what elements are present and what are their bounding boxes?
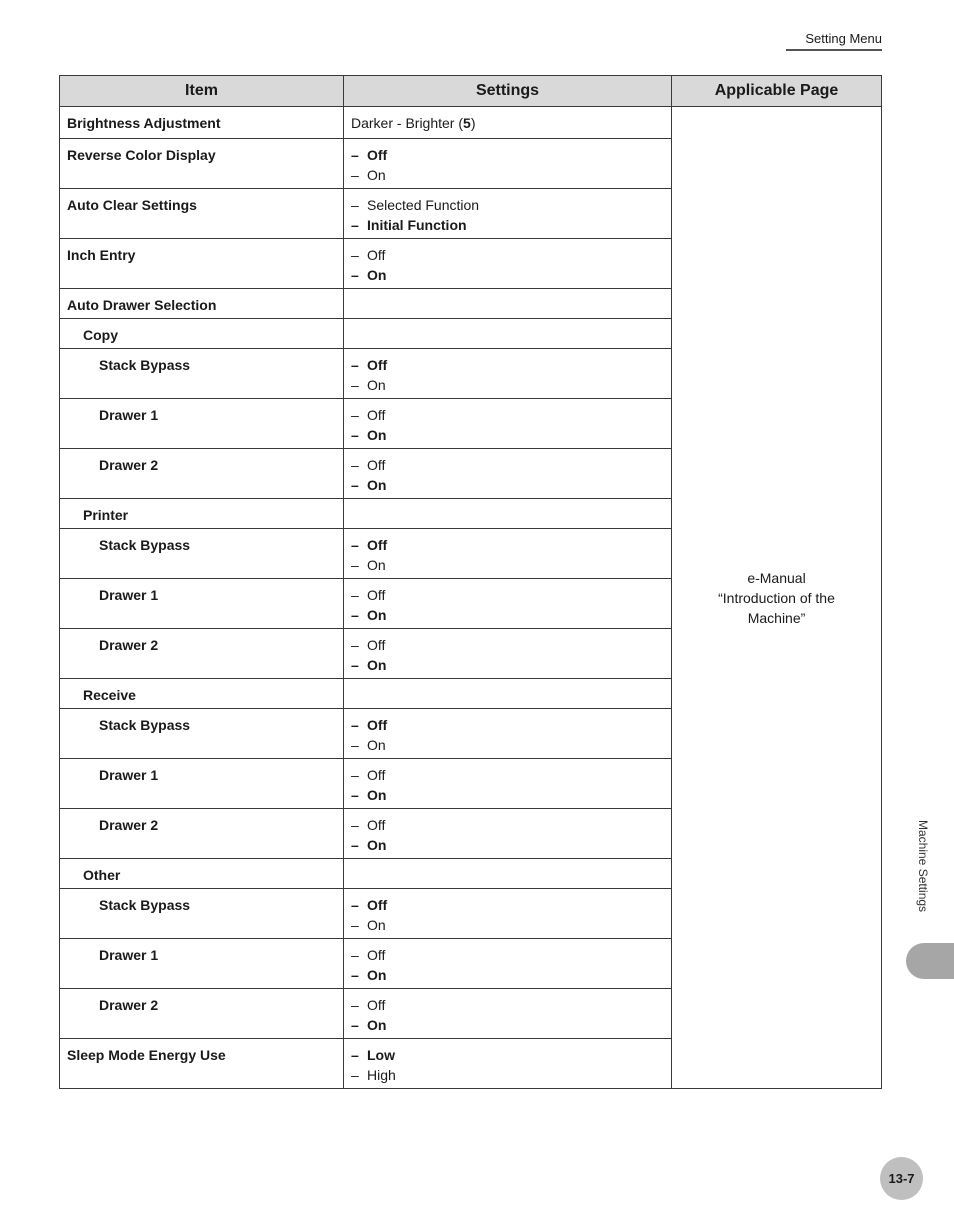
- option: [351, 945, 665, 965]
- option-text: On: [367, 657, 387, 673]
- settings-cell: [344, 399, 672, 449]
- dash-icon: –: [351, 737, 359, 753]
- option-text: Off: [367, 997, 386, 1013]
- table-row: [60, 107, 882, 139]
- option-text: Off: [367, 897, 388, 913]
- table-header-row: [60, 76, 882, 107]
- column-header-applicable-page: Applicable Page: [672, 76, 882, 107]
- option: [351, 1065, 665, 1085]
- item-label: Brightness Adjustment: [60, 107, 344, 139]
- item-label: Sleep Mode Energy Use: [60, 1039, 344, 1089]
- dash-icon: –: [351, 1067, 359, 1083]
- item-label: Drawer 2: [60, 809, 344, 859]
- option-text: Off: [367, 587, 386, 603]
- settings-cell: [344, 349, 672, 399]
- item-label: Stack Bypass: [60, 709, 344, 759]
- option-default: [351, 605, 665, 625]
- dash-icon: –: [351, 167, 359, 183]
- item-label: Stack Bypass: [60, 529, 344, 579]
- option-text: Off: [367, 247, 386, 263]
- option: [351, 635, 665, 655]
- chapter-side-label: Machine Settings: [916, 820, 930, 913]
- dash-icon: –: [351, 837, 359, 853]
- option-text: On: [367, 167, 386, 183]
- option: [351, 405, 665, 425]
- option: [351, 735, 665, 755]
- dash-icon: –: [351, 717, 359, 733]
- settings-cell: [344, 107, 672, 139]
- item-label: Drawer 1: [60, 759, 344, 809]
- page-number: 13-7: [880, 1157, 923, 1200]
- applicable-page-cell: [672, 107, 882, 1089]
- item-label: Inch Entry: [60, 239, 344, 289]
- settings-cell: [344, 319, 672, 349]
- option: [351, 995, 665, 1015]
- applicable-page-line: Machine”: [747, 609, 806, 626]
- settings-cell: [344, 449, 672, 499]
- option-text: On: [367, 477, 387, 493]
- settings-cell: [344, 189, 672, 239]
- dash-icon: –: [351, 817, 359, 833]
- item-label: Drawer 1: [60, 939, 344, 989]
- settings-cell: [344, 679, 672, 709]
- option-default: [351, 475, 665, 495]
- item-label: Drawer 2: [60, 449, 344, 499]
- dash-icon: –: [351, 427, 359, 443]
- option: [351, 375, 665, 395]
- settings-cell: [344, 1039, 672, 1089]
- option: [351, 585, 665, 605]
- dash-icon: –: [351, 197, 359, 213]
- option-text: On: [367, 917, 386, 933]
- option-default: [351, 785, 665, 805]
- dash-icon: –: [351, 247, 359, 263]
- option: [351, 765, 665, 785]
- settings-cell: [344, 759, 672, 809]
- dash-icon: –: [351, 897, 359, 913]
- settings-cell: [344, 629, 672, 679]
- option-text: Off: [367, 457, 386, 473]
- option: [351, 195, 665, 215]
- group-label: Printer: [60, 499, 344, 529]
- dash-icon: –: [351, 657, 359, 673]
- option-default: [351, 655, 665, 675]
- option-text: Initial Function: [367, 217, 467, 233]
- option-text: On: [367, 787, 387, 803]
- applicable-page-line: e-Manual: [747, 569, 806, 586]
- option-text: Off: [367, 637, 386, 653]
- settings-cell: [344, 709, 672, 759]
- option-default: [351, 835, 665, 855]
- option-text: On: [367, 737, 386, 753]
- option-default: [351, 895, 665, 915]
- dash-icon: –: [351, 997, 359, 1013]
- option-text: Off: [367, 947, 386, 963]
- option-default: [351, 715, 665, 735]
- dash-icon: –: [351, 1047, 359, 1063]
- chapter-tab: [906, 943, 954, 979]
- option-text: On: [367, 1017, 387, 1033]
- option-text: Selected Function: [367, 197, 480, 213]
- option-text: Off: [367, 817, 386, 833]
- settings-cell: [344, 809, 672, 859]
- item-label: Drawer 1: [60, 399, 344, 449]
- settings-cell: [344, 579, 672, 629]
- option: [351, 555, 665, 575]
- settings-cell: [344, 499, 672, 529]
- settings-cell: [344, 139, 672, 189]
- option-text: On: [367, 267, 387, 283]
- group-label: Other: [60, 859, 344, 889]
- dash-icon: –: [351, 377, 359, 393]
- applicable-page-line: “Introduction of the: [718, 589, 835, 606]
- option-default: [351, 355, 665, 375]
- option-text: On: [367, 377, 386, 393]
- dash-icon: –: [351, 1017, 359, 1033]
- dash-icon: –: [351, 147, 359, 163]
- option-text: Off: [367, 407, 386, 423]
- dash-icon: –: [351, 217, 359, 233]
- option-default: [351, 265, 665, 285]
- dash-icon: –: [351, 967, 359, 983]
- item-label: Stack Bypass: [60, 349, 344, 399]
- settings-cell: [344, 939, 672, 989]
- group-label: Copy: [60, 319, 344, 349]
- option-text: Off: [367, 147, 388, 163]
- dash-icon: –: [351, 947, 359, 963]
- dash-icon: –: [351, 477, 359, 493]
- option: [351, 815, 665, 835]
- option-default: [351, 215, 665, 235]
- settings-cell: [344, 239, 672, 289]
- dash-icon: –: [351, 537, 359, 553]
- dash-icon: –: [351, 767, 359, 783]
- dash-icon: –: [351, 457, 359, 473]
- dash-icon: –: [351, 917, 359, 933]
- dash-icon: –: [351, 637, 359, 653]
- section-header: Setting Menu: [786, 31, 882, 51]
- group-label: Receive: [60, 679, 344, 709]
- item-label: Drawer 2: [60, 629, 344, 679]
- option-default: [351, 965, 665, 985]
- option-text: Low: [367, 1047, 395, 1063]
- dash-icon: –: [351, 787, 359, 803]
- settings-table: [59, 75, 882, 1089]
- option: [351, 915, 665, 935]
- option: [351, 455, 665, 475]
- setting-default: 5: [463, 115, 471, 131]
- option: [351, 245, 665, 265]
- item-label: Drawer 1: [60, 579, 344, 629]
- option-text: Off: [367, 357, 388, 373]
- dash-icon: –: [351, 607, 359, 623]
- settings-cell: [344, 889, 672, 939]
- item-label: Auto Clear Settings: [60, 189, 344, 239]
- option-text: On: [367, 837, 387, 853]
- option: [351, 165, 665, 185]
- dash-icon: –: [351, 267, 359, 283]
- option-text: Off: [367, 717, 388, 733]
- dash-icon: –: [351, 587, 359, 603]
- setting-text: ): [470, 115, 476, 131]
- item-label: Drawer 2: [60, 989, 344, 1039]
- option-default: [351, 535, 665, 555]
- item-label: Auto Drawer Selection: [60, 289, 344, 319]
- column-header-item: Item: [60, 76, 344, 107]
- option-default: [351, 1045, 665, 1065]
- option-default: [351, 1015, 665, 1035]
- option-default: [351, 425, 665, 445]
- option-text: On: [367, 607, 387, 623]
- option-text: On: [367, 427, 387, 443]
- settings-cell: [344, 859, 672, 889]
- item-label: Stack Bypass: [60, 889, 344, 939]
- setting-text: Darker - Brighter (: [351, 115, 464, 131]
- settings-cell: [344, 529, 672, 579]
- option-text: On: [367, 967, 387, 983]
- dash-icon: –: [351, 407, 359, 423]
- option-text: High: [367, 1067, 396, 1083]
- option-default: [351, 145, 665, 165]
- option-text: Off: [367, 767, 386, 783]
- dash-icon: –: [351, 557, 359, 573]
- column-header-settings: Settings: [344, 76, 672, 107]
- settings-cell: [344, 289, 672, 319]
- item-label: Reverse Color Display: [60, 139, 344, 189]
- settings-cell: [344, 989, 672, 1039]
- option-text: On: [367, 557, 386, 573]
- option-text: Off: [367, 537, 388, 553]
- dash-icon: –: [351, 357, 359, 373]
